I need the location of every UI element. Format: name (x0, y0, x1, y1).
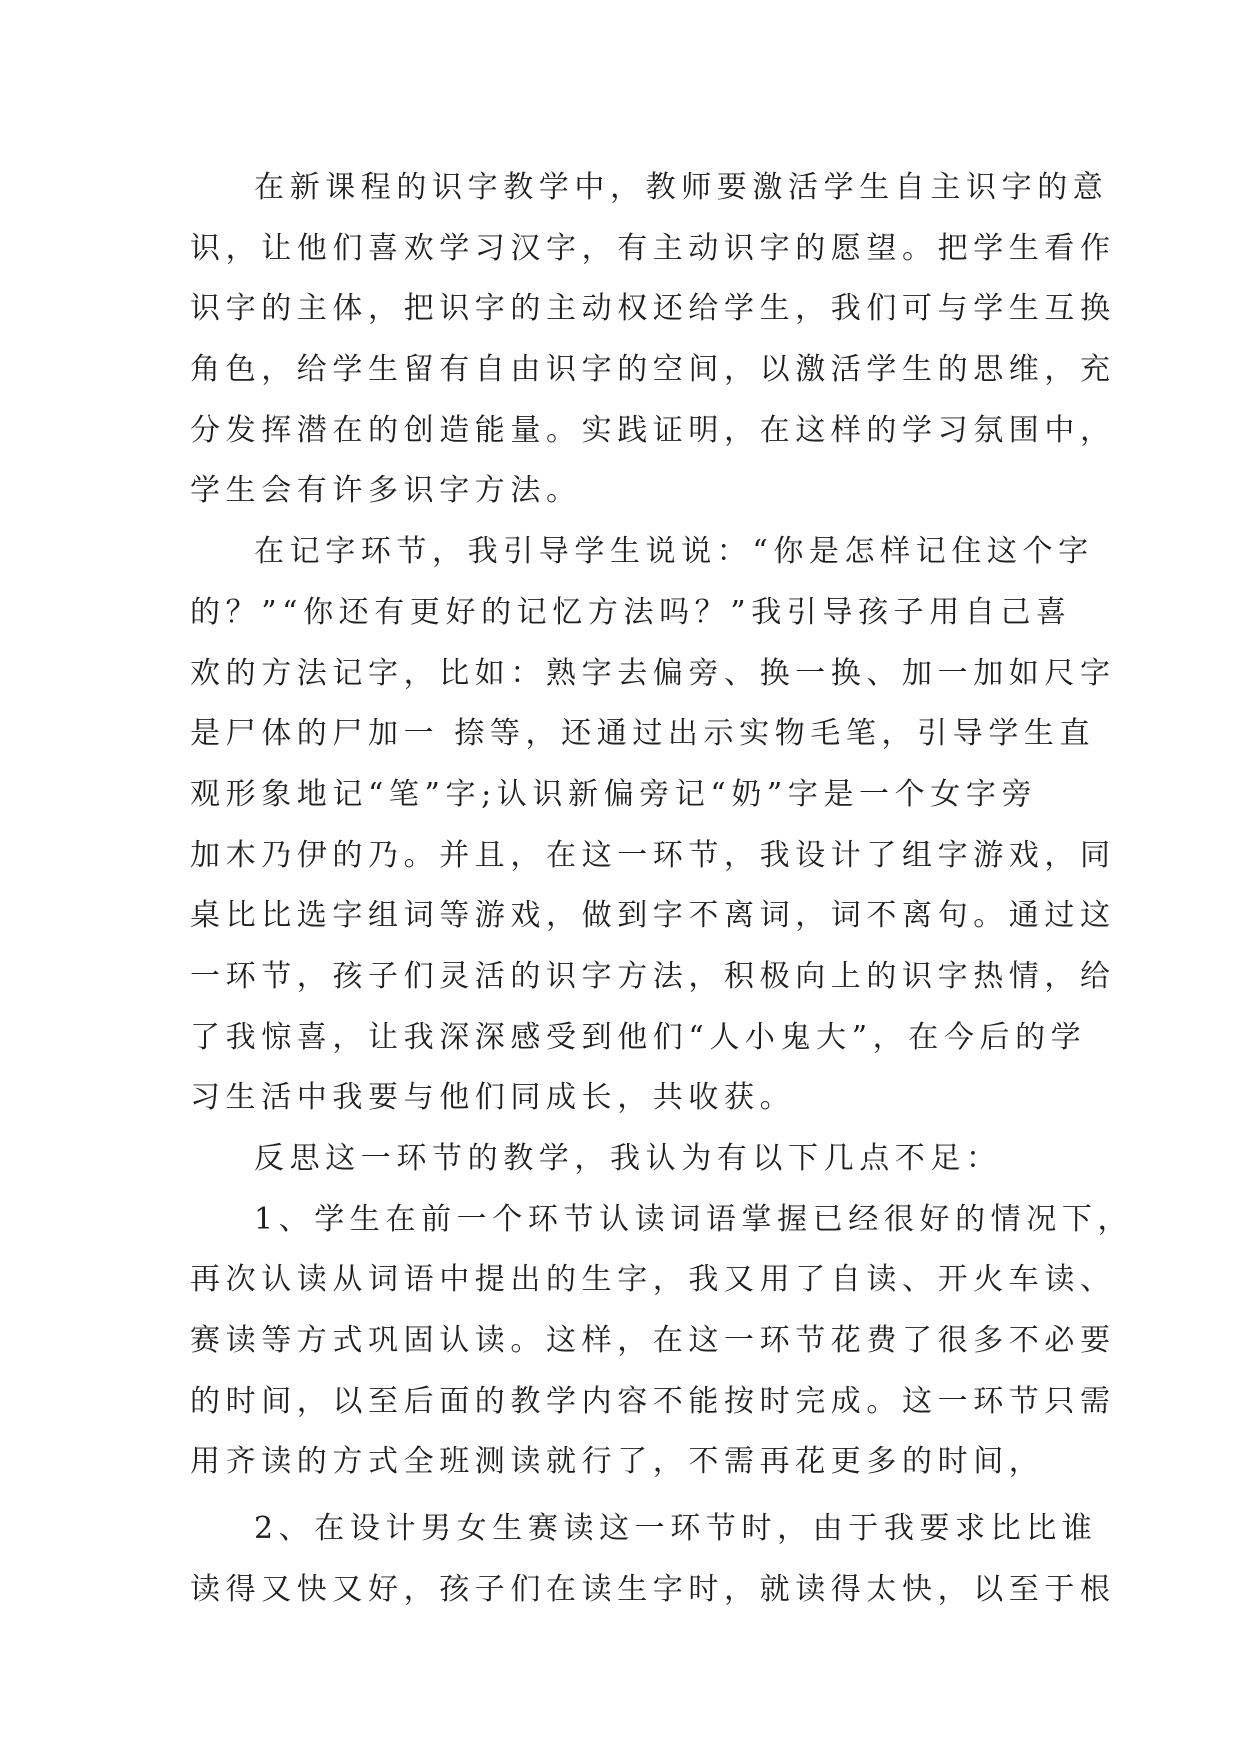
text-line: 1、学生在前一个环节认读词语掌握已经很好的情况下， (254, 1201, 1134, 1237)
paragraph-3 (190, 1129, 1050, 1190)
paragraph-5 (190, 1499, 1116, 1620)
text-line: 观形象地记“笔”字;认识新偏旁记“奶”字是一个女字旁 (190, 776, 1038, 812)
text-line: 的？”“你还有更好的记忆方法吗？”我引导孩子用自己喜 (190, 594, 1072, 630)
paragraph-4 (190, 1190, 1134, 1493)
text-line: 读得又快又好，孩子们在读生字时，就读得太快，以至于根 (190, 1571, 1116, 1607)
text-line: 反思这一环节的教学，我认为有以下几点不足： (254, 1141, 1002, 1176)
text-line: 习生活中我要与他们同成长，共收获。 (190, 1080, 796, 1116)
text-line: 一环节，孩子们灵活的识字方法，积极向上的识字热情，给 (190, 958, 1116, 994)
text-line: 用齐读的方式全班测读就行了，不需再花更多的时间， (190, 1444, 1045, 1480)
text-line: 赛读等方式巩固认读。这样，在这一环节花费了很多不必要 (190, 1323, 1116, 1359)
text-line: 学生会有许多识字方法。 (190, 473, 582, 509)
text-line: 角色，给学生留有自由识字的空间，以激活学生的思维，充 (190, 352, 1116, 388)
text-line: 桌比比选字组词等游戏，做到字不离词，词不离句。通过这 (190, 898, 1116, 934)
text-line: 再次认读从词语中提出的生字，我又用了自读、开火车读、 (190, 1262, 1116, 1298)
text-line: 的时间，以至后面的教学内容不能按时完成。这一环节只需 (190, 1383, 1116, 1419)
text-line: 分发挥潜在的创造能量。实践证明，在这样的学习氛围中， (190, 412, 1116, 448)
text-line: 了我惊喜，让我深深感受到他们“人小鬼大”，在今后的学 (190, 1019, 1087, 1055)
text-line: 欢的方法记字，比如：熟字去偏旁、换一换、加一加如尺字 (190, 655, 1116, 691)
document-body (190, 158, 1134, 1621)
paragraph-1 (190, 158, 1116, 522)
text-line: 在记字环节，我引导学生说说：“你是怎样记住这个字 (254, 534, 1094, 570)
text-line: 识，让他们喜欢学习汉字，有主动识字的愿望。把学生看作 (190, 230, 1116, 266)
text-line: 2、在设计男女生赛读这一环节时，由于我要求比比谁 (254, 1511, 1098, 1547)
text-line: 加木乃伊的乃。并且，在这一环节，我设计了组字游戏，同 (190, 837, 1116, 873)
paragraph-2 (190, 522, 1116, 1129)
text-line: 识字的主体，把识字的主动权还给学生，我们可与学生互换 (190, 291, 1116, 327)
text-line: 在新课程的识字教学中，教师要激活学生自主识字的意 (254, 170, 1109, 205)
text-line: 是尸体的尸加一 捺等，还通过出示实物毛笔，引导学生直 (190, 716, 1096, 752)
